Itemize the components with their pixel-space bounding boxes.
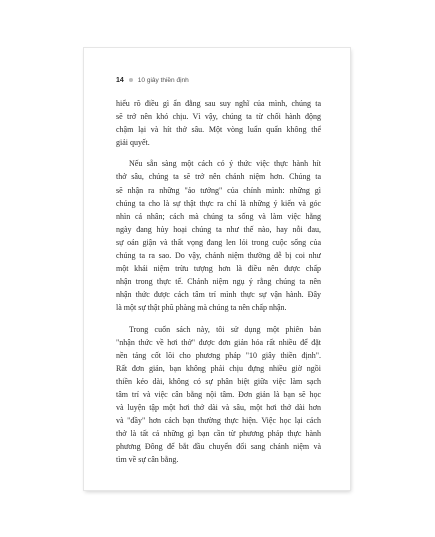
text-line: một khái niệm trừu tượng hơn là điều nên được chấp [116, 264, 321, 274]
text-line: nhìn cá nhân; cách mà chúng ta sống và làm việc hằng [116, 211, 321, 221]
page-number: 14 [116, 76, 124, 84]
separator-dot-icon [129, 78, 133, 82]
text-line: "nhận thức về hơi thở" được đơn giản hóa rất nhiều để đặt [116, 337, 321, 347]
text-line: là một sự thật phũ phàng mà chúng ta nên chấp nhận. [116, 303, 287, 313]
paragraph-gap [116, 149, 321, 157]
text-line: chúng ta ra sao. Do vậy, chánh niệm thường dễ bị coi như [116, 251, 321, 261]
text-line: tâm trí và việc cân bằng nội tâm. Đơn giản là bạn sẽ học [116, 389, 321, 399]
text-line: phương Đông để bắt đầu chuyển đổi sang chánh niệm và [116, 442, 321, 452]
text-line: Rất đơn giản, bạn không phải chịu đựng nhiều giờ ngồi [116, 363, 321, 373]
book-title: 10 giây thiền định [137, 76, 189, 84]
text-line: và luyện tập một hơi thở dài và sâu, một hơi thở dài hơn [116, 403, 321, 413]
text-line: tìm về sự cân bằng. [116, 455, 179, 465]
text-line: giải quyết. [116, 138, 150, 148]
body-text [116, 97, 321, 467]
paragraph [116, 323, 321, 467]
text-line: chúng ta cho là sự thật thực ra chỉ là những ý kiến và góc [116, 198, 321, 208]
text-line: hiểu rõ điều gì ẩn đằng sau suy nghĩ của mình, chúng ta [116, 99, 321, 108]
text-line: nhận thức được cách tâm trí mình thực sự vận hành. Đây [116, 290, 321, 300]
text-line: ngày đang hủy hoại chúng ta như thế nào, hay nỗi đau, [116, 224, 321, 234]
text-line: và "đầy" hơn cách bạn thường thực hiện. Việc học lại cách [116, 416, 321, 426]
text-line: chậm lại và hít thở sâu. Một vòng luẩn quẩn không thể [116, 125, 321, 135]
running-header [116, 74, 189, 86]
text-line: sẽ nhận ra những "ảo tưởng" của chính mình: những gì [116, 185, 321, 195]
text-line: Nếu sẵn sàng một cách có ý thức việc thực hành hít [129, 159, 321, 169]
text-line: nền tảng cốt lõi cho phương pháp "10 giây thiền định". [116, 350, 321, 360]
text-line: nhận trong thực tế. Chánh niệm ngụ ý rằng chúng ta nên [116, 277, 321, 287]
text-line: thở sâu, chúng ta sẽ trở nên chánh niệm hơn. Chúng ta [116, 172, 321, 182]
paragraph [116, 157, 321, 314]
paragraph-gap [116, 315, 321, 323]
text-line: sự oán giận và thất vọng đang len lỏi trong cuộc sống của [116, 237, 321, 247]
text-line: thở là tất cả những gì bạn cần từ phương pháp thực hành [116, 429, 321, 439]
text-line: Trong cuốn sách này, tôi sử dụng một phiên bản [129, 324, 321, 334]
paragraph [116, 97, 321, 149]
text-line: sẽ trở nên khó chịu. Vì vậy, chúng ta từ chối hành động [116, 112, 321, 122]
text-line: thiền kéo dài, không có sự phân biệt giữa việc làm sạch [116, 376, 321, 386]
